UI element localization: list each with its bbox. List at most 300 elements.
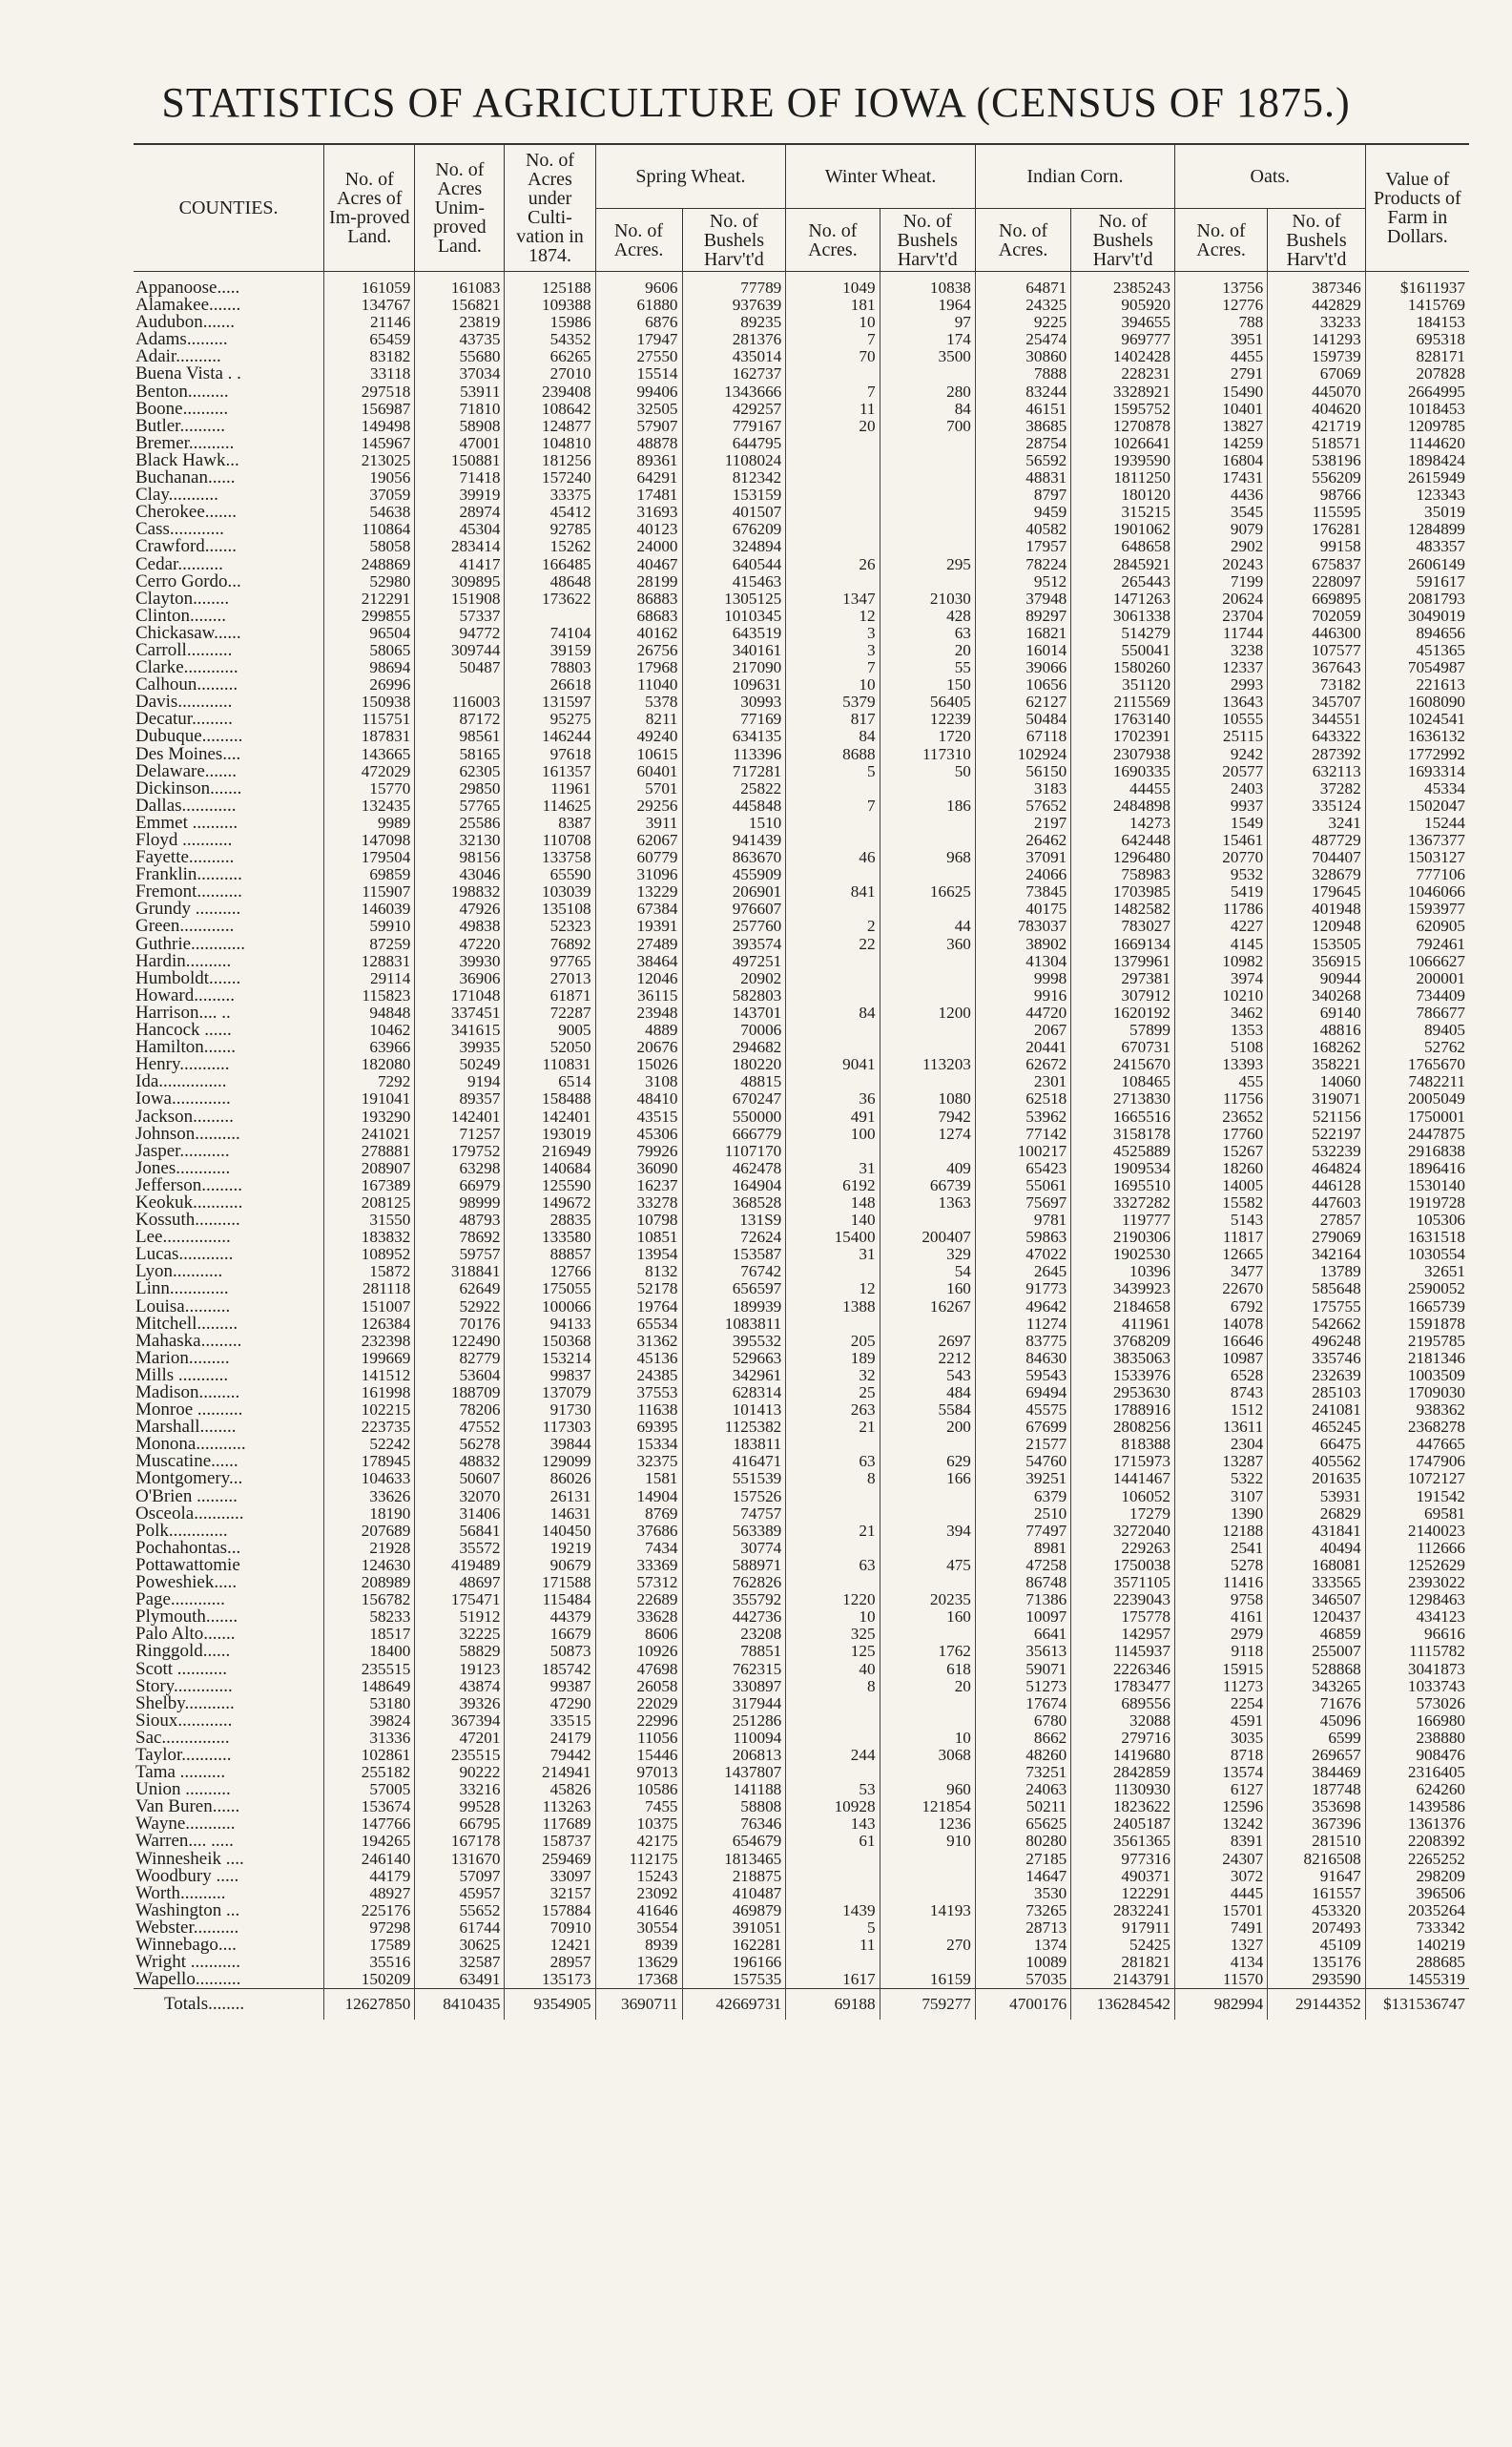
cell-farm-value: 15244 [1365,815,1469,832]
table-row [134,1022,1469,1039]
cell-spring-wheat-acres: 15334 [595,1436,682,1453]
cell-county-name: Calhoun......... [135,676,238,695]
cell-winter-wheat-bushels: 7942 [880,1109,975,1126]
cell-county-name: Wayne........... [135,1815,236,1834]
cell-acres-cultivated [505,608,595,625]
cell-farm-value: 1608090 [1365,694,1469,711]
cell-corn-bushels: 228231 [1071,365,1175,383]
cell-oats-acres: 20624 [1174,591,1267,608]
cell-oats-bushels: 98766 [1268,487,1365,504]
cell-county-name: Audubon....... [135,314,235,332]
cell-winter-wheat-bushels [880,1868,975,1885]
table-row [134,1695,1469,1712]
cell-oats-acres: 11817 [1174,1229,1267,1246]
table-row [134,694,1469,711]
cell-acres-cultivated: 95275 [505,711,595,728]
cell-acres-cultivated: 15986 [505,314,595,331]
cell-oats-acres: 15461 [1174,832,1267,849]
cell-winter-wheat-acres [786,573,880,591]
cell-improved-land: 26996 [324,676,415,694]
cell-spring-wheat-bushels: 654679 [682,1833,786,1850]
cell-winter-wheat-bushels: 700 [880,418,975,435]
cell-county-name: Cerro Gordo... [135,572,241,591]
table-row [134,1005,1469,1022]
cell-spring-wheat-acres: 36115 [595,987,682,1005]
table-row [134,1298,1469,1316]
cell-winter-wheat-bushels: 1274 [880,1126,975,1143]
cell-oats-bushels: 356915 [1268,953,1365,970]
cell-unimproved-land: 43046 [415,866,505,883]
table-row [134,538,1469,555]
cell-winter-wheat-bushels: 1363 [880,1194,975,1212]
cell-farm-value: 1144620 [1365,435,1469,452]
cell-winter-wheat-acres: 10 [786,1608,880,1626]
cell-county-name: Monona........... [135,1436,246,1454]
cell-county-name: Carroll.......... [135,641,233,660]
cell-winter-wheat-bushels [880,1574,975,1591]
cell-oats-bushels: 431841 [1268,1523,1365,1540]
header-winter-wheat-bushels: No. of Bushels Harv't'd [880,209,975,272]
cell-oats-acres: 14078 [1174,1316,1267,1333]
cell-spring-wheat-acres: 7434 [595,1540,682,1557]
cell-unimproved-land: 151908 [415,591,505,608]
table-row [134,1436,1469,1453]
cell-corn-acres: 57652 [975,798,1070,815]
cell-spring-wheat-acres: 45306 [595,1126,682,1143]
cell-spring-wheat-bushels: 25822 [682,780,786,798]
cell-spring-wheat-bushels: 717281 [682,763,786,780]
table-row [134,1712,1469,1730]
cell-oats-bushels: 13789 [1268,1263,1365,1280]
cell-winter-wheat-bushels: 66739 [880,1177,975,1194]
cell-winter-wheat-bushels: 270 [880,1937,975,1954]
cell-county-name: Clay........... [135,487,218,505]
cell-spring-wheat-bushels: 153587 [682,1246,786,1263]
cell-winter-wheat-acres: 63 [786,1453,880,1470]
cell-improved-land: 143665 [324,746,415,763]
cell-oats-acres: 12337 [1174,659,1267,676]
cell-improved-land: 97298 [324,1919,415,1937]
cell-farm-value: 7054987 [1365,659,1469,676]
cell-winter-wheat-bushels: 968 [880,849,975,866]
cell-spring-wheat-acres: 89361 [595,452,682,469]
cell-oats-bushels: 73182 [1268,676,1365,694]
cell-spring-wheat-bushels: 72624 [682,1229,786,1246]
cell-oats-acres: 18260 [1174,1160,1267,1177]
cell-unimproved-land: 78692 [415,1229,505,1246]
cell-winter-wheat-acres: 1347 [786,591,880,608]
cell-acres-cultivated: 44379 [505,1608,595,1626]
cell-county-name: Monroe .......... [135,1401,243,1420]
cell-county-name: Black Hawk... [135,451,239,470]
cell-corn-bushels: 1783477 [1071,1678,1175,1695]
cell-unimproved-land: 142401 [415,1109,505,1126]
cell-spring-wheat-bushels: 77789 [682,272,786,298]
cell-oats-bushels: 632113 [1268,763,1365,780]
cell-spring-wheat-acres: 16237 [595,1177,682,1194]
cell-corn-acres: 38902 [975,936,1070,953]
cell-acres-cultivated: 28957 [505,1954,595,1971]
table-row [134,1073,1469,1090]
cell-winter-wheat-acres: 3 [786,625,880,642]
cell-winter-wheat-acres: 140 [786,1212,880,1229]
cell-winter-wheat-bushels [880,469,975,487]
cell-unimproved-land: 63298 [415,1160,505,1177]
cell-spring-wheat-acres: 49240 [595,728,682,745]
table-row [134,1885,1469,1902]
header-oats-acres: No. of Acres. [1174,209,1267,272]
cell-acres-cultivated: 124877 [505,418,595,435]
cell-winter-wheat-acres: 40 [786,1661,880,1678]
cell-oats-bushels: 255007 [1268,1643,1365,1660]
cell-corn-acres: 47022 [975,1246,1070,1263]
cell-corn-bushels: 783027 [1071,918,1175,935]
cell-unimproved-land: 235515 [415,1747,505,1764]
cell-acres-cultivated: 16679 [505,1626,595,1643]
cell-corn-bushels: 3768209 [1071,1333,1175,1350]
cell-winter-wheat-bushels [880,1212,975,1229]
table-row [134,1815,1469,1833]
cell-spring-wheat-acres: 60779 [595,849,682,866]
cell-acres-cultivated: 12421 [505,1937,595,1954]
cell-improved-land: 21928 [324,1540,415,1557]
table-row [134,1090,1469,1108]
cell-acres-cultivated: 12766 [505,1263,595,1280]
cell-unimproved-land: 39326 [415,1695,505,1712]
table-row [134,452,1469,469]
cell-unimproved-land: 48697 [415,1574,505,1591]
cell-corn-acres: 62127 [975,694,1070,711]
cell-corn-acres: 11274 [975,1316,1070,1333]
cell-oats-acres: 9937 [1174,798,1267,815]
cell-winter-wheat-bushels: 54 [880,1263,975,1280]
cell-unimproved-land: 23819 [415,314,505,331]
cell-spring-wheat-acres: 11056 [595,1730,682,1747]
cell-corn-acres: 8981 [975,1540,1070,1557]
cell-spring-wheat-bushels: 30774 [682,1540,786,1557]
cell-unimproved-land: 19123 [415,1661,505,1678]
cell-acres-cultivated: 100066 [505,1298,595,1316]
cell-acres-cultivated: 115484 [505,1591,595,1608]
cell-acres-cultivated: 52050 [505,1039,595,1056]
cell-corn-bushels: 2239043 [1071,1591,1175,1608]
cell-oats-bushels: 46859 [1268,1626,1365,1643]
cell-corn-bushels: 1669134 [1071,936,1175,953]
cell-improved-land: 297518 [324,384,415,401]
cell-oats-acres: 9242 [1174,746,1267,763]
cell-winter-wheat-bushels: 56405 [880,694,975,711]
cell-winter-wheat-bushels [880,1505,975,1523]
cell-unimproved-land: 41417 [415,556,505,573]
cell-spring-wheat-bushels: 183811 [682,1436,786,1453]
cell-spring-wheat-acres: 22029 [595,1695,682,1712]
cell-improved-land: 94848 [324,1005,415,1022]
cell-winter-wheat-acres: 31 [786,1160,880,1177]
cell-oats-acres: 1353 [1174,1022,1267,1039]
cell-spring-wheat-acres: 57907 [595,418,682,435]
cell-spring-wheat-bushels: 20902 [682,970,786,987]
cell-spring-wheat-bushels: 48815 [682,1073,786,1090]
cell-corn-bushels: 2190306 [1071,1229,1175,1246]
cell-unimproved-land: 367394 [415,1712,505,1730]
cell-spring-wheat-bushels: 429257 [682,401,786,418]
cell-oats-acres: 9758 [1174,1591,1267,1608]
cell-corn-bushels: 1296480 [1071,849,1175,866]
cell-spring-wheat-acres: 38464 [595,953,682,970]
cell-winter-wheat-acres: 9041 [786,1056,880,1073]
cell-corn-acres: 7888 [975,365,1070,383]
cell-corn-bushels: 1750038 [1071,1557,1175,1574]
cell-spring-wheat-bushels: 393574 [682,936,786,953]
cell-spring-wheat-bushels: 762826 [682,1574,786,1591]
cell-winter-wheat-acres [786,1488,880,1505]
cell-corn-bushels: 3439923 [1071,1280,1175,1297]
cell-spring-wheat-bushels: 670247 [682,1090,786,1108]
cell-oats-acres: 15267 [1174,1143,1267,1160]
cell-improved-land: 115823 [324,987,415,1005]
cell-farm-value: 591617 [1365,573,1469,591]
table-row [134,487,1469,504]
cell-farm-value: 573026 [1365,1695,1469,1712]
cell-oats-acres: 16646 [1174,1333,1267,1350]
cell-winter-wheat-acres: 100 [786,1126,880,1143]
cell-winter-wheat-bushels [880,1919,975,1937]
cell-county-name: Winnesheik .... [135,1850,244,1868]
cell-oats-acres: 1327 [1174,1937,1267,1954]
cell-improved-land: 52980 [324,573,415,591]
cell-improved-land: 58065 [324,642,415,659]
cell-acres-cultivated: 33375 [505,487,595,504]
cell-oats-bushels: 269657 [1268,1747,1365,1764]
cell-winter-wheat-acres: 1439 [786,1902,880,1919]
cell-corn-acres: 56150 [975,763,1070,780]
cell-improved-land: 110864 [324,521,415,538]
cell-farm-value: 1115782 [1365,1643,1469,1660]
cell-corn-acres: 21577 [975,1436,1070,1453]
cell-acres-cultivated: 28835 [505,1212,595,1229]
cell-winter-wheat-bushels: 10838 [880,272,975,298]
cell-county-name: Worth.......... [135,1884,226,1902]
cell-unimproved-land: 171048 [415,987,505,1005]
cell-unimproved-land: 39935 [415,1039,505,1056]
table-row [134,418,1469,435]
cell-corn-bushels: 2226346 [1071,1661,1175,1678]
total-corn-bushels: 136284542 [1071,1989,1175,2021]
cell-farm-value: 1665739 [1365,1298,1469,1316]
cell-spring-wheat-acres: 17481 [595,487,682,504]
cell-corn-acres: 8797 [975,487,1070,504]
cell-corn-bushels: 4525889 [1071,1143,1175,1160]
cell-spring-wheat-bushels: 317944 [682,1695,786,1712]
cell-spring-wheat-bushels: 779167 [682,418,786,435]
cell-oats-acres: 4455 [1174,348,1267,365]
cell-corn-acres: 38685 [975,418,1070,435]
cell-spring-wheat-acres: 10926 [595,1643,682,1660]
cell-winter-wheat-bushels: 55 [880,659,975,676]
cell-corn-acres: 102924 [975,746,1070,763]
cell-acres-cultivated: 61871 [505,987,595,1005]
cell-spring-wheat-acres: 65534 [595,1316,682,1333]
cell-spring-wheat-bushels: 30993 [682,694,786,711]
cell-winter-wheat-acres: 32 [786,1367,880,1384]
cell-acres-cultivated: 150368 [505,1333,595,1350]
cell-oats-acres: 8391 [1174,1833,1267,1850]
cell-winter-wheat-acres [786,866,880,883]
cell-farm-value: 2140023 [1365,1523,1469,1540]
cell-winter-wheat-bushels: 21030 [880,591,975,608]
cell-oats-acres: 13393 [1174,1056,1267,1073]
cell-winter-wheat-acres: 189 [786,1350,880,1367]
cell-acres-cultivated: 103039 [505,883,595,901]
total-farm-value: $131536747 [1365,1989,1469,2021]
cell-acres-cultivated: 33515 [505,1712,595,1730]
cell-winter-wheat-acres [786,987,880,1005]
cell-acres-cultivated: 175055 [505,1280,595,1297]
cell-oats-acres: 13287 [1174,1453,1267,1470]
cell-winter-wheat-bushels: 16625 [880,883,975,901]
cell-improved-land: 191041 [324,1090,415,1108]
cell-oats-acres: 20243 [1174,556,1267,573]
cell-corn-acres: 75697 [975,1194,1070,1212]
cell-oats-acres: 12596 [1174,1798,1267,1815]
total-spring-wheat-acres: 3690711 [595,1989,682,2021]
cell-winter-wheat-bushels: 1720 [880,728,975,745]
cell-winter-wheat-acres: 8 [786,1470,880,1487]
cell-county-name: Muscatine...... [135,1453,238,1471]
cell-spring-wheat-acres: 86883 [595,591,682,608]
cell-county-name: Cherokee....... [135,504,238,522]
cell-acres-cultivated: 135173 [505,1971,595,1989]
header-indian-corn: Indian Corn. [975,144,1174,209]
cell-oats-bushels: 201635 [1268,1470,1365,1487]
cell-county-name: Decatur......... [135,711,233,729]
cell-farm-value: 2664995 [1365,384,1469,401]
table-row [134,401,1469,418]
cell-unimproved-land: 59757 [415,1246,505,1263]
cell-oats-acres: 23704 [1174,608,1267,625]
cell-winter-wheat-bushels: 20 [880,642,975,659]
cell-spring-wheat-acres: 10798 [595,1212,682,1229]
cell-winter-wheat-acres: 143 [786,1815,880,1833]
cell-corn-bushels: 969777 [1071,331,1175,348]
cell-corn-bushels: 642448 [1071,832,1175,849]
cell-winter-wheat-bushels: 12239 [880,711,975,728]
cell-oats-acres: 17431 [1174,469,1267,487]
cell-spring-wheat-acres: 27489 [595,936,682,953]
cell-oats-acres: 14005 [1174,1177,1267,1194]
header-corn-bushels: No. of Bushels Harv't'd [1071,209,1175,272]
cell-farm-value: 620905 [1365,918,1469,935]
cell-winter-wheat-bushels [880,901,975,918]
cell-farm-value: 1367377 [1365,832,1469,849]
cell-spring-wheat-acres: 12046 [595,970,682,987]
cell-oats-acres: 9079 [1174,521,1267,538]
cell-spring-wheat-bushels: 101413 [682,1401,786,1419]
cell-oats-acres: 11273 [1174,1678,1267,1695]
cell-oats-acres: 14259 [1174,435,1267,452]
cell-farm-value: 434123 [1365,1608,1469,1626]
cell-acres-cultivated: 76892 [505,936,595,953]
cell-improved-land: 208989 [324,1574,415,1591]
cell-corn-acres: 9225 [975,314,1070,331]
cell-corn-bushels: 1580260 [1071,659,1175,676]
cell-acres-cultivated: 94133 [505,1316,595,1333]
cell-corn-acres: 2301 [975,1073,1070,1090]
cell-corn-bushels: 2184658 [1071,1298,1175,1316]
cell-unimproved-land: 45957 [415,1885,505,1902]
cell-oats-bushels: 328679 [1268,866,1365,883]
cell-county-name: Jackson......... [135,1108,234,1126]
cell-corn-acres: 62518 [975,1090,1070,1108]
cell-oats-acres: 20770 [1174,849,1267,866]
cell-spring-wheat-acres: 19391 [595,918,682,935]
cell-corn-bushels: 648658 [1071,538,1175,555]
cell-farm-value: 200001 [1365,970,1469,987]
cell-improved-land: 207689 [324,1523,415,1540]
cell-corn-bushels: 52425 [1071,1937,1175,1954]
cell-corn-acres: 62672 [975,1056,1070,1073]
cell-unimproved-land: 179752 [415,1143,505,1160]
cell-winter-wheat-bushels: 280 [880,384,975,401]
cell-corn-acres: 71386 [975,1591,1070,1608]
table-row [134,348,1469,365]
cell-improved-land: 208125 [324,1194,415,1212]
cell-acres-cultivated: 8387 [505,815,595,832]
cell-improved-land: 199669 [324,1350,415,1367]
cell-unimproved-land: 175471 [415,1591,505,1608]
county-rows [134,272,1469,1989]
cell-acres-cultivated: 140684 [505,1160,595,1177]
cell-oats-acres: 2304 [1174,1436,1267,1453]
table-row [134,1056,1469,1073]
cell-spring-wheat-bushels: 416471 [682,1453,786,1470]
cell-oats-bushels: 367396 [1268,1815,1365,1833]
table-row [134,1126,1469,1143]
cell-improved-land: 102861 [324,1747,415,1764]
table-row [134,1764,1469,1781]
cell-farm-value: 1747906 [1365,1453,1469,1470]
cell-improved-land: 18517 [324,1626,415,1643]
cell-acres-cultivated: 97765 [505,953,595,970]
cell-winter-wheat-bushels: 3068 [880,1747,975,1764]
cell-oats-acres: 11786 [1174,901,1267,918]
cell-improved-land: 147766 [324,1815,415,1833]
cell-winter-wheat-acres: 15400 [786,1229,880,1246]
cell-corn-bushels: 180120 [1071,487,1175,504]
cell-winter-wheat-acres: 70 [786,348,880,365]
table-row [134,384,1469,401]
cell-spring-wheat-bushels: 1083811 [682,1316,786,1333]
cell-improved-land: 124630 [324,1557,415,1574]
cell-winter-wheat-acres [786,504,880,521]
cell-county-name: Butler.......... [135,417,225,435]
cell-oats-acres: 2403 [1174,780,1267,798]
cell-corn-acres: 20441 [975,1039,1070,1056]
cell-spring-wheat-bushels: 628314 [682,1384,786,1401]
cell-improved-land: 232398 [324,1333,415,1350]
cell-spring-wheat-acres: 48878 [595,435,682,452]
cell-corn-acres: 3530 [975,1885,1070,1902]
cell-acres-cultivated: 70910 [505,1919,595,1937]
cell-spring-wheat-acres: 10851 [595,1229,682,1246]
cell-county-name: Dubuque......... [135,728,243,746]
cell-winter-wheat-bushels [880,780,975,798]
cell-corn-bushels: 1909534 [1071,1160,1175,1177]
cell-improved-land: 31550 [324,1212,415,1229]
cell-corn-bushels: 2115569 [1071,694,1175,711]
cell-spring-wheat-acres: 41646 [595,1902,682,1919]
cell-acres-cultivated: 65590 [505,866,595,883]
